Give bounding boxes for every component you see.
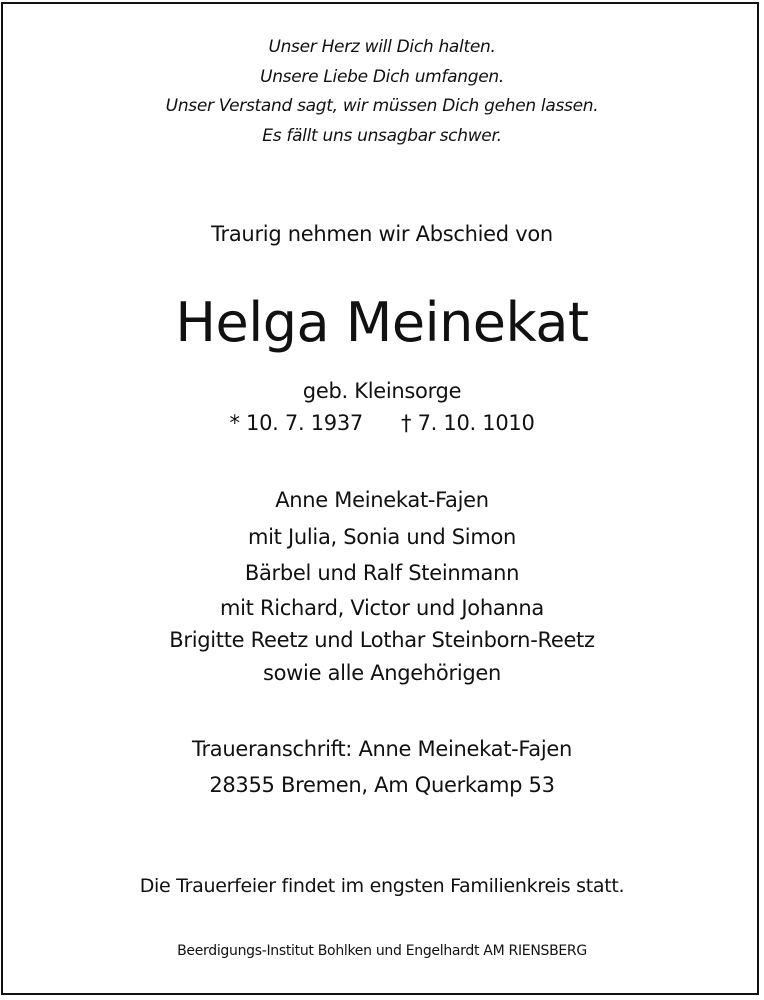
address-line: Traueranschrift: Anne Meinekat-Fajen <box>192 737 572 761</box>
mourner-line: mit Richard, Victor und Johanna <box>219 596 544 620</box>
mourner-line: Brigitte Reetz und Lothar Steinborn-Reetz <box>169 628 595 652</box>
birth-name: geb. Kleinsorge <box>302 379 462 403</box>
death-date: † 7. 10. 1010 <box>401 411 535 435</box>
intro-text: Traurig nehmen wir Abschied von <box>211 222 553 246</box>
mourner-line: mit Julia, Sonia und Simon <box>247 525 517 549</box>
mourner-line: Bärbel und Ralf Steinmann <box>244 561 520 585</box>
funeral-home: Beerdigungs-Institut Bohlken und Engelhardt AM RIENSBERG <box>177 943 587 959</box>
address-line: 28355 Bremen, Am Querkamp 53 <box>209 773 555 797</box>
life-dates <box>0 411 764 435</box>
mourner-line: Anne Meinekat-Fajen <box>275 488 489 512</box>
birth-date: * 10. 7. 1937 <box>229 411 363 435</box>
funeral-notice: Die Trauerfeier findet im engsten Familienkreis statt. <box>139 875 625 897</box>
poem-line: Unser Verstand sagt, wir müssen Dich gehen lassen. <box>165 96 599 116</box>
poem-line: Es fällt uns unsagbar schwer. <box>262 126 502 146</box>
poem-line: Unser Herz will Dich halten. <box>268 37 496 57</box>
mourner-line: sowie alle Angehörigen <box>262 661 502 685</box>
poem-line: Unsere Liebe Dich umfangen. <box>260 67 504 87</box>
deceased-name: Helga Meinekat <box>175 291 589 354</box>
